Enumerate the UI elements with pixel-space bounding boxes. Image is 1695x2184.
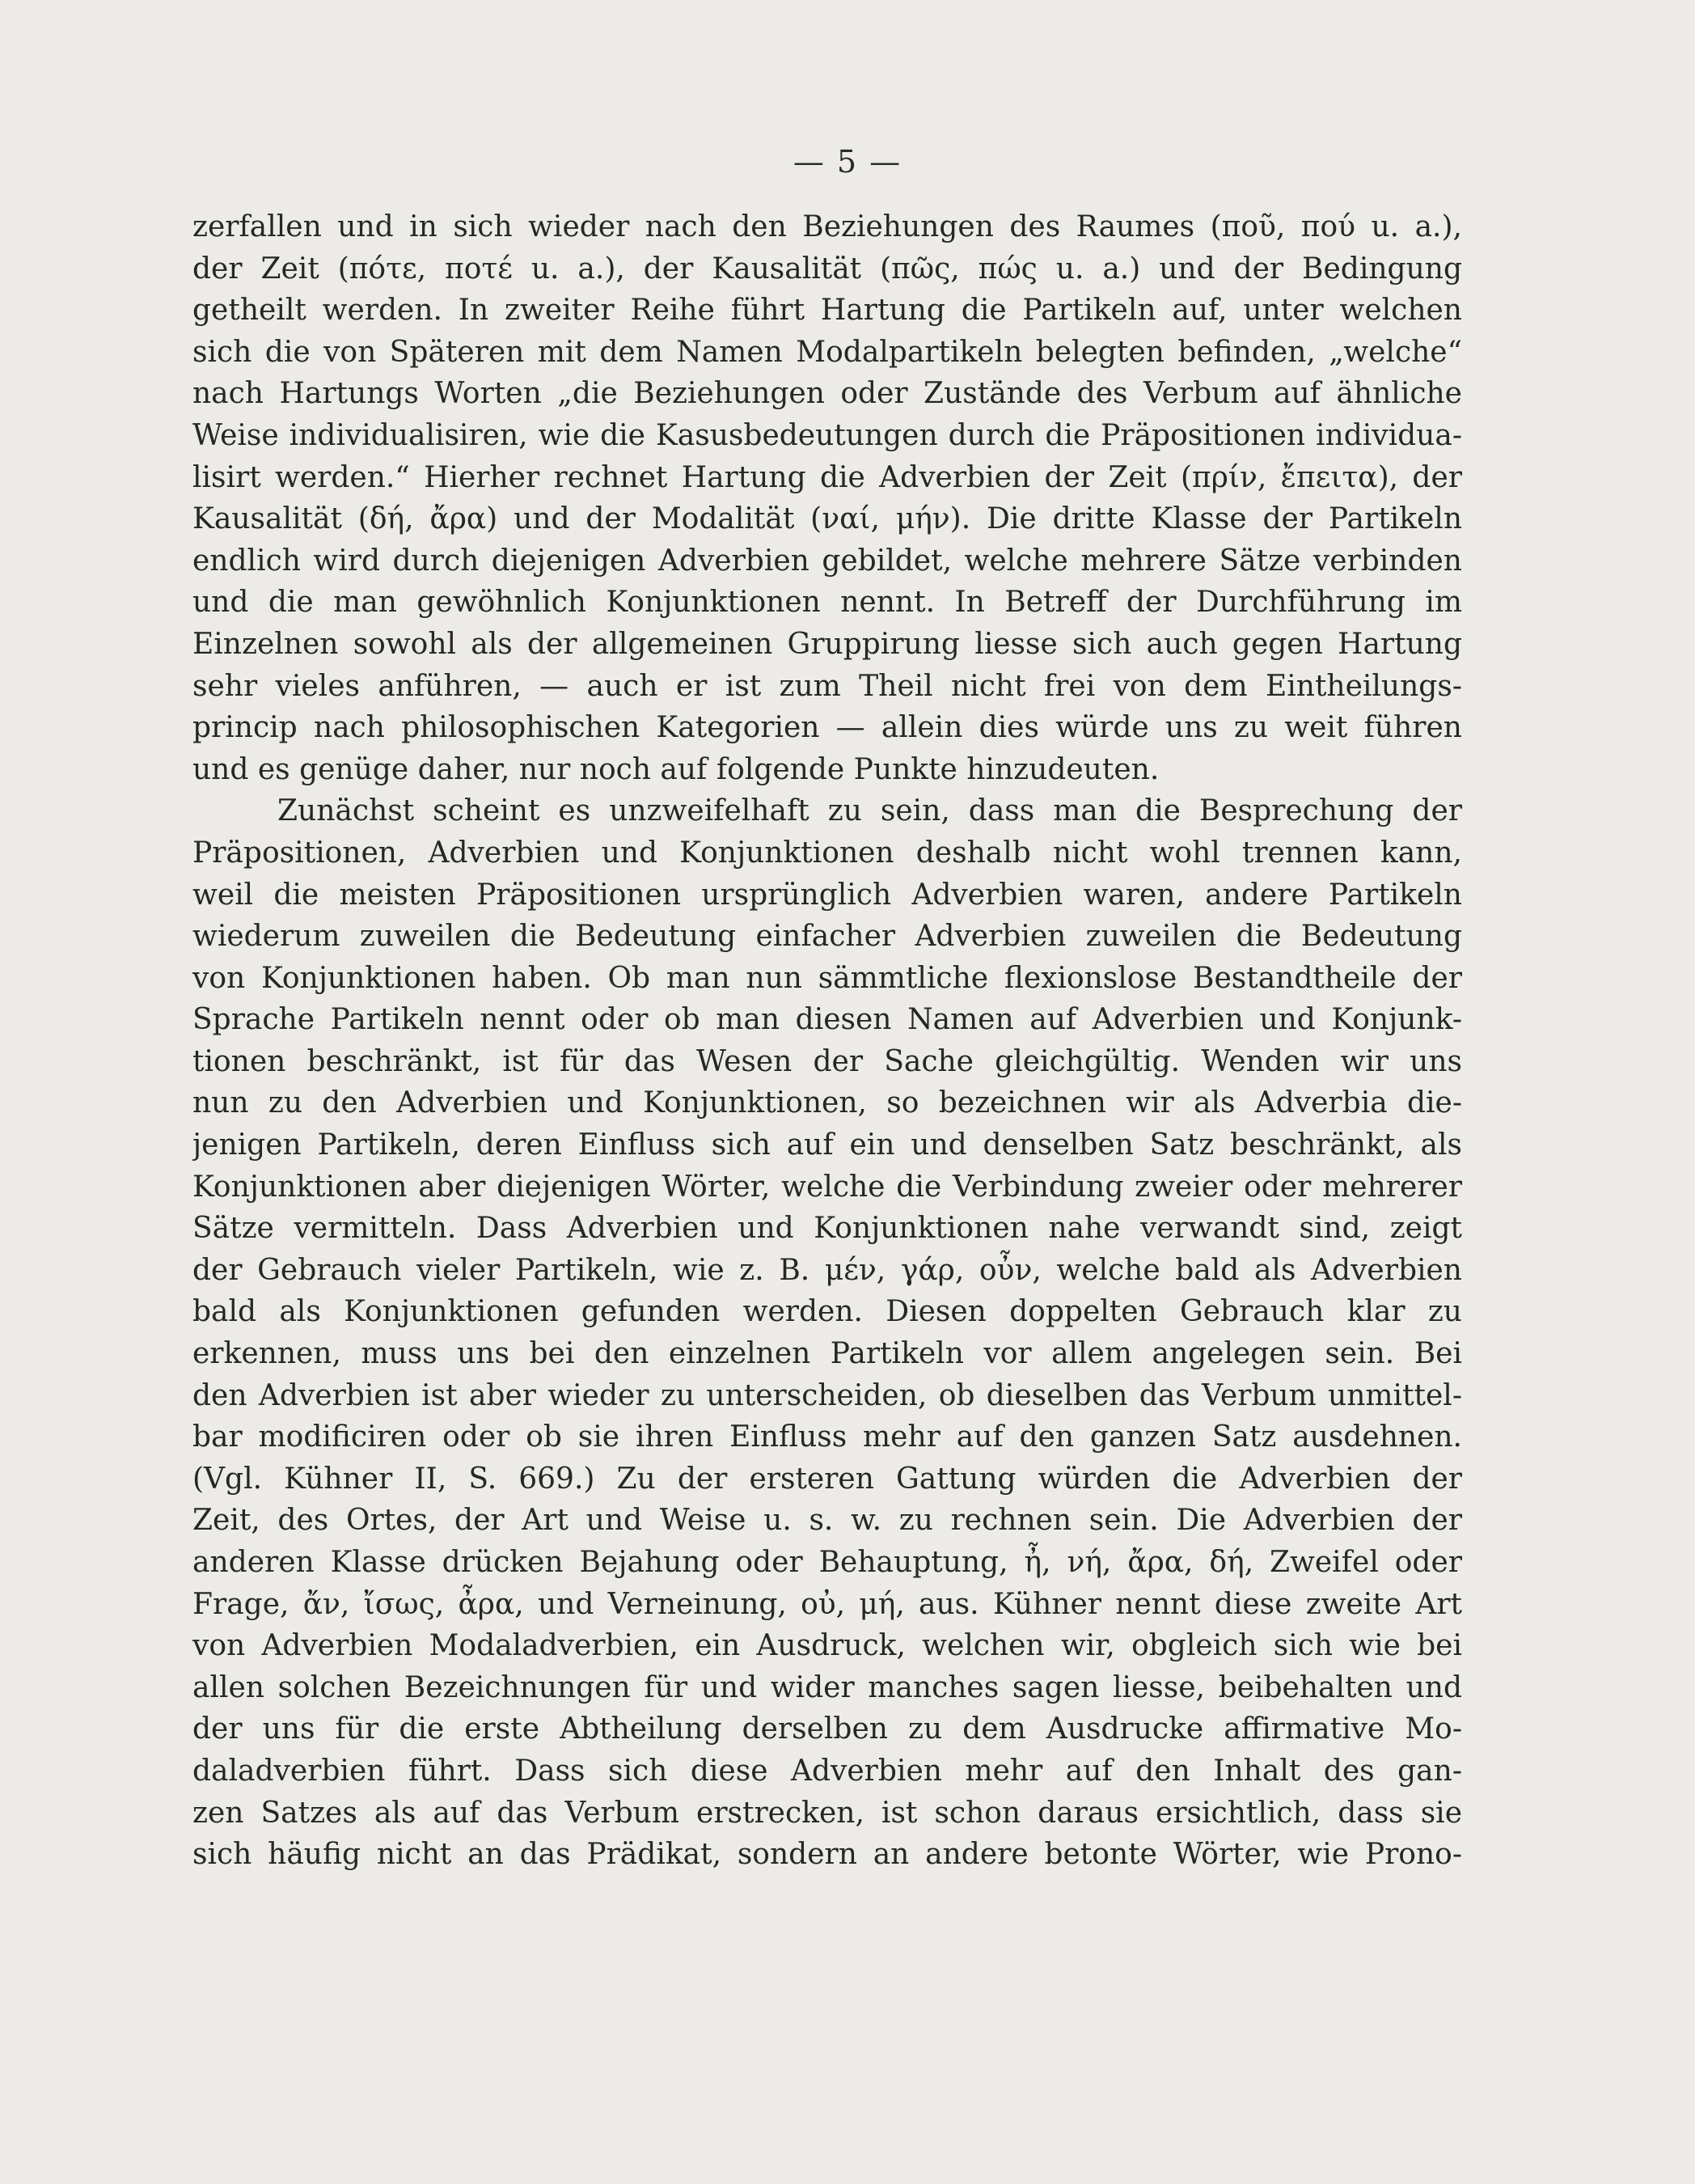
text-line: bald als Konjunktionen gefunden werden. Diesen doppelten Gebrauch klar zu <box>192 1295 1462 1329</box>
text-line: und die man gewöhnlich Konjunktionen nennt. In Betreff der Durchführung im <box>192 586 1462 620</box>
text-line: Sätze vermitteln. Dass Adverbien und Konjunktionen nahe verwandt sind, zeigt <box>192 1212 1462 1246</box>
text-line: der Zeit (πότε, ποτέ u. a.), der Kausalität (πῶς, πώς u. a.) und der Bedingung <box>192 252 1462 286</box>
text-line: princip nach philosophischen Kategorien — allein dies würde uns zu weit führen <box>192 711 1462 745</box>
text-line: Konjunktionen aber diejenigen Wörter, welche die Verbindung zweier oder mehrerer <box>192 1170 1462 1204</box>
text-line: von Konjunktionen haben. Ob man nun sämmtliche flexionslose Bestandtheile der <box>192 961 1462 995</box>
text-line: Zeit, des Ortes, der Art und Weise u. s. w. zu rechnen sein. Die Adverbien der <box>192 1504 1462 1538</box>
text-line: nach Hartungs Worten „die Beziehungen oder Zustände des Verbum auf ähnliche <box>192 377 1462 411</box>
text-line: jenigen Partikeln, deren Einfluss sich auf ein und denselben Satz beschränkt, als <box>192 1128 1462 1162</box>
text-line: Weise individualisiren, wie die Kasusbedeutungen durch die Präpositionen individua- <box>192 418 1462 452</box>
text-line: erkennen, muss uns bei den einzelnen Partikeln vor allem angelegen sein. Bei <box>192 1337 1462 1371</box>
text-line: lisirt werden.“ Hierher rechnet Hartung die Adverbien der Zeit (πρίν, ἔπειτα), der <box>192 460 1462 494</box>
text-line: allen solchen Bezeichnungen für und wider manches sagen liesse, beibehalten und <box>192 1670 1462 1704</box>
text-line: Sprache Partikeln nennt oder ob man diesen Namen auf Adverbien und Konjunk- <box>192 1003 1462 1037</box>
text-line: wiederum zuweilen die Bedeutung einfacher Adverbien zuweilen die Bedeutung <box>192 920 1462 954</box>
text-line: sich die von Späteren mit dem Namen Modalpartikeln belegten befinden, „welche“ <box>192 335 1462 369</box>
text-line: Zunächst scheint es unzweifelhaft zu sein, dass man die Besprechung der <box>277 794 1462 828</box>
text-line: getheilt werden. In zweiter Reihe führt Hartung die Partikeln auf, unter welchen <box>192 294 1462 328</box>
text-line: der Gebrauch vieler Partikeln, wie z. B. μέν, γάρ, οὖν, welche bald als Adverbien <box>192 1253 1462 1287</box>
text-line: nun zu den Adverbien und Konjunktionen, so bezeichnen wir als Adverbia die- <box>192 1086 1462 1120</box>
page-number: — 5 — <box>793 144 902 180</box>
text-line: Kausalität (δή, ἄρα) und der Modalität (ναί, μήν). Die dritte Klasse der Partikeln <box>192 502 1462 536</box>
text-line: und es genüge daher, nur noch auf folgende Punkte hinzudeuten. <box>192 752 1160 786</box>
text-line: bar modificiren oder ob sie ihren Einfluss mehr auf den ganzen Satz ausdehnen. <box>192 1420 1462 1454</box>
text-line: endlich wird durch diejenigen Adverbien gebildet, welche mehrere Sätze verbinden <box>192 544 1462 578</box>
text-line: zen Satzes als auf das Verbum erstrecken, ist schon daraus ersichtlich, dass sie <box>192 1796 1462 1830</box>
text-line: von Adverbien Modaladverbien, ein Ausdruck, welchen wir, obgleich sich wie bei <box>192 1629 1462 1663</box>
text-line: sehr vieles anführen, — auch er ist zum Theil nicht frei von dem Eintheilungs- <box>192 669 1462 703</box>
text-line: daladverbien führt. Dass sich diese Adverbien mehr auf den Inhalt des gan- <box>192 1754 1462 1788</box>
text-line: zerfallen und in sich wieder nach den Beziehungen des Raumes (ποῦ, πού u. a.), <box>192 210 1462 243</box>
text-line: Einzelnen sowohl als der allgemeinen Gruppirung liesse sich auch gegen Hartung <box>192 627 1462 661</box>
text-line: anderen Klasse drücken Bejahung oder Behauptung, ἦ, νή, ἄρα, δή, Zweifel oder <box>192 1546 1462 1579</box>
text-line: (Vgl. Kühner II, S. 669.) Zu der ersteren Gattung würden die Adverbien der <box>192 1462 1462 1496</box>
text-line: der uns für die erste Abtheilung derselben zu dem Ausdrucke affirmative Mo- <box>192 1712 1462 1746</box>
text-line: weil die meisten Präpositionen ursprünglich Adverbien waren, andere Partikeln <box>192 878 1462 912</box>
text-line: Präpositionen, Adverbien und Konjunktionen deshalb nicht wohl trennen kann, <box>192 836 1462 870</box>
text-line: tionen beschränkt, ist für das Wesen der Sache gleichgültig. Wenden wir uns <box>192 1044 1462 1078</box>
text-line: Frage, ἄν, ἴσως, ἆρα, und Verneinung, οὐ, μή, aus. Kühner nennt diese zweite Art <box>192 1587 1462 1621</box>
text-line: sich häufig nicht an das Prädikat, sondern an andere betonte Wörter, wie Prono- <box>192 1838 1462 1872</box>
body-text <box>192 206 1462 1876</box>
text-line: den Adverbien ist aber wieder zu unterscheiden, ob dieselben das Verbum unmittel- <box>192 1378 1462 1412</box>
